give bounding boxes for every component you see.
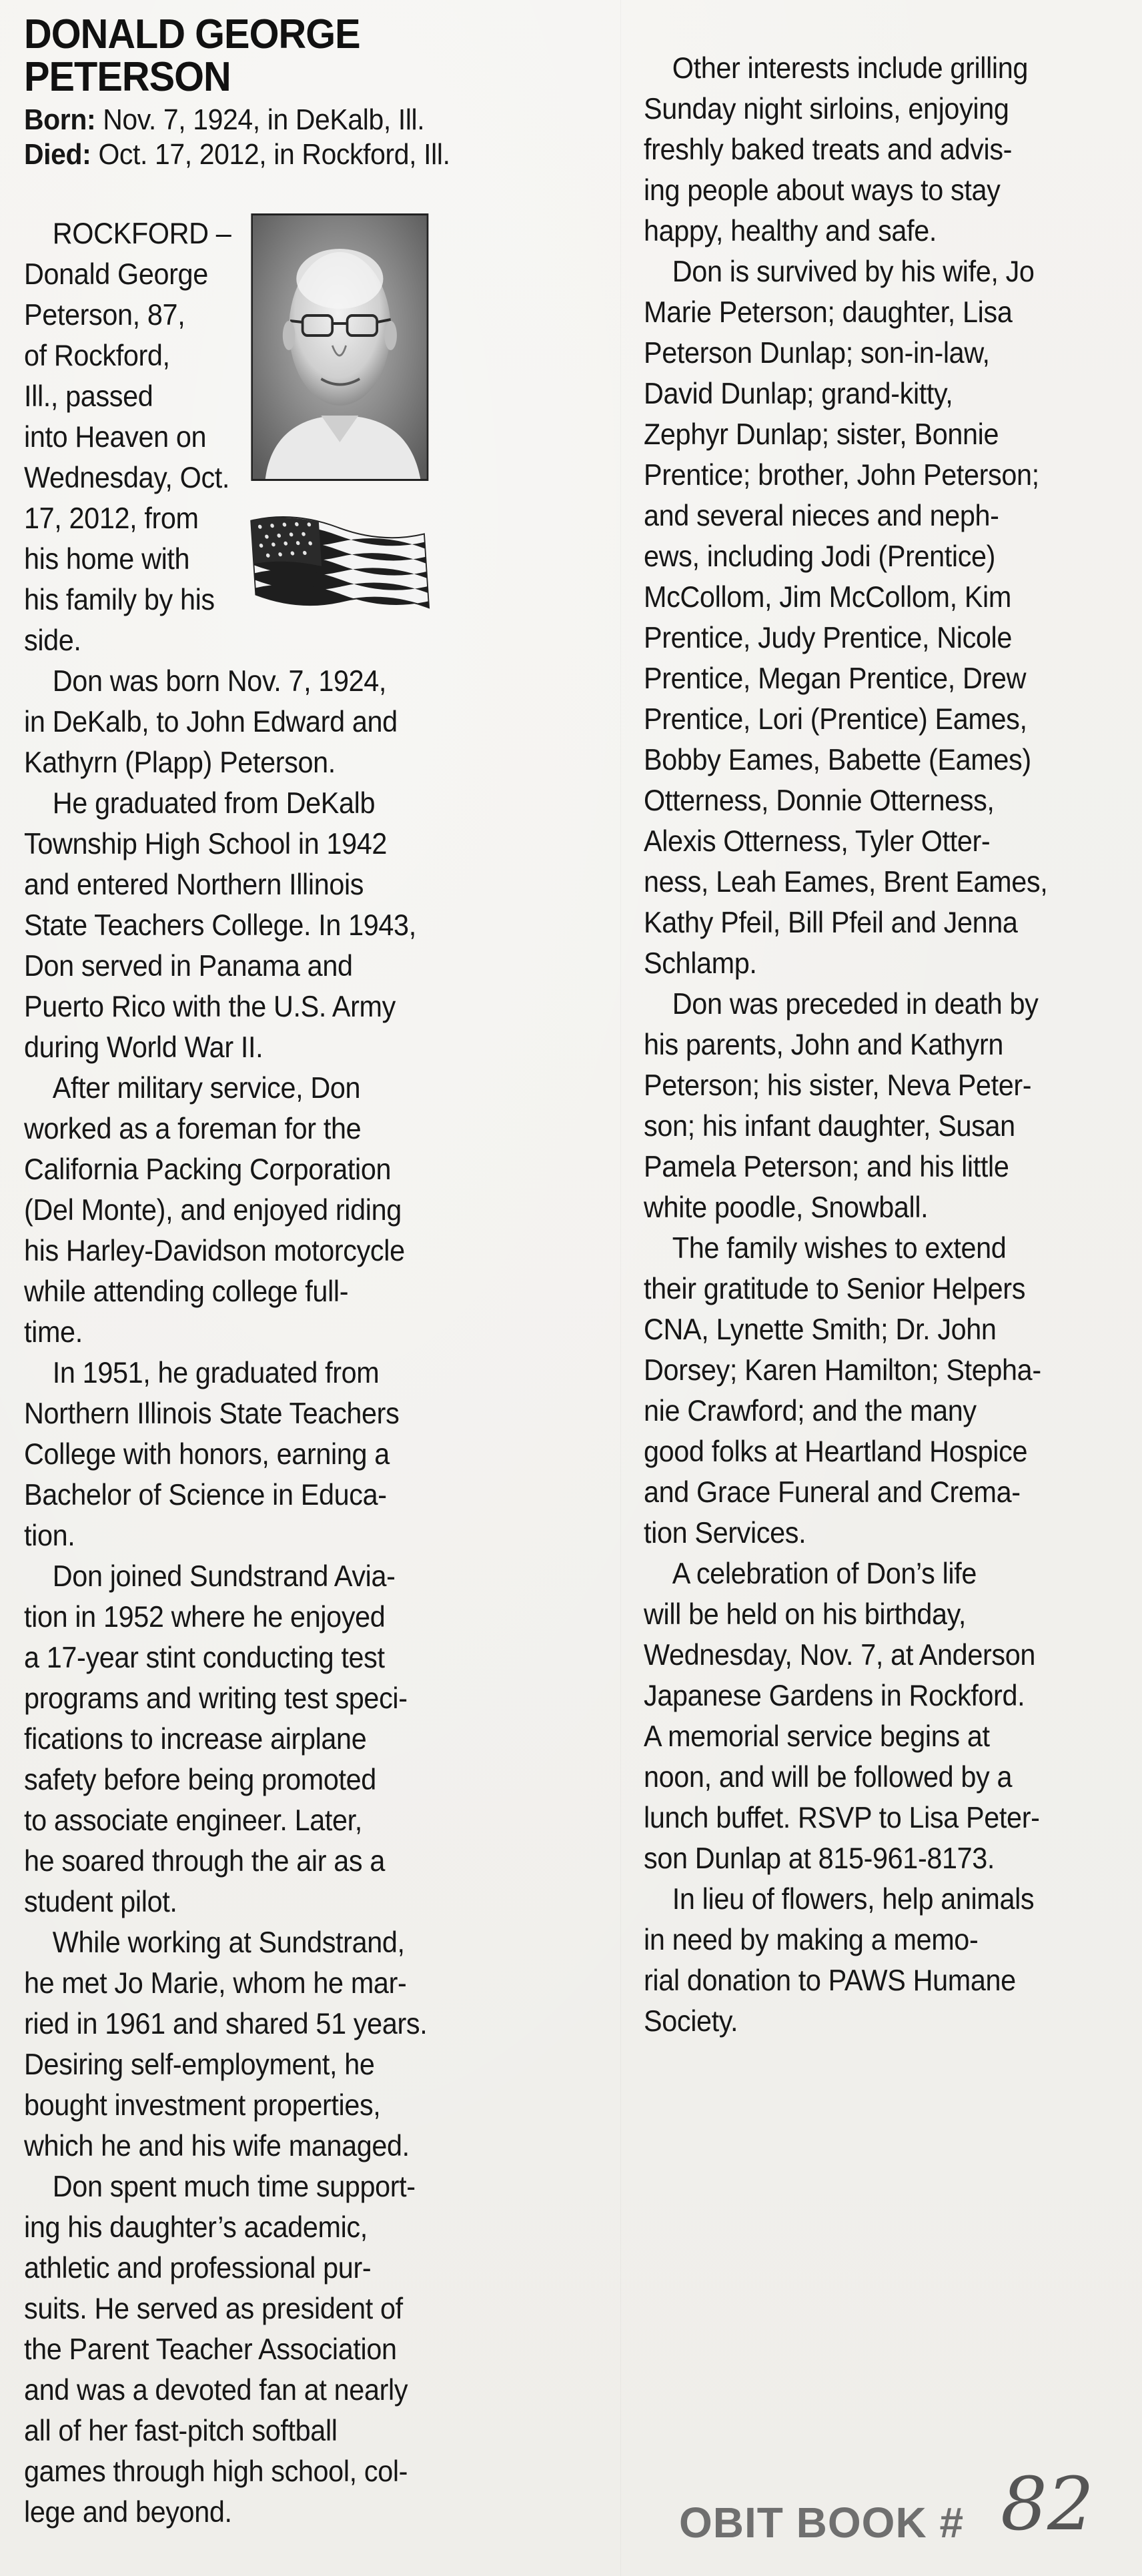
text-line: safety before being promoted	[24, 1764, 376, 1796]
text-line: A memorial service begins at	[644, 1720, 990, 1753]
text-line: After military service, Don	[52, 1072, 361, 1105]
text-line: student pilot.	[24, 1886, 177, 1918]
text-line: College with honors, earning a	[24, 1438, 390, 1471]
text-line: happy, healthy and safe.	[644, 215, 937, 247]
text-line: Prentice, Megan Prentice, Drew	[644, 662, 1027, 695]
text-line: noon, and will be followed by a	[644, 1761, 1013, 1794]
text-line: Don was preceded in death by	[672, 988, 1039, 1021]
lead-section	[24, 213, 462, 661]
text-line: while attending college full-	[24, 1275, 349, 1308]
text-line: rial donation to PAWS Humane	[644, 1964, 1016, 1997]
text-line: Wednesday, Nov. 7, at Anderson	[644, 1639, 1035, 1672]
text-line: Pamela Peterson; and his little	[644, 1151, 1009, 1183]
text-line: will be held on his birthday,	[644, 1598, 967, 1631]
portrait-photo	[251, 213, 428, 481]
lead-line: Donald George	[24, 258, 208, 291]
text-line: In 1951, he graduated from	[52, 1357, 380, 1389]
text-line: lege and beyond.	[24, 2496, 232, 2529]
paragraph	[644, 251, 1115, 984]
text-line: freshly baked treats and advis-	[644, 133, 1013, 166]
text-line: Peterson Dunlap; son-in-law,	[644, 337, 990, 370]
text-line: son Dunlap at 815-961-8173.	[644, 1842, 995, 1875]
born-label: Born:	[24, 103, 96, 136]
text-line: all of her fast-pitch softball	[24, 2415, 338, 2447]
text-line: ing his daughter’s academic,	[24, 2211, 368, 2244]
text-line: Alexis Otterness, Tyler Otter-	[644, 825, 991, 858]
born-line	[24, 103, 462, 137]
text-line: Zephyr Dunlap; sister, Bonnie	[644, 418, 999, 451]
paragraph	[24, 2166, 462, 2533]
left-body-text	[24, 661, 462, 2533]
text-line: and several nieces and neph-	[644, 500, 999, 532]
text-line: Don joined Sundstrand Avia-	[52, 1560, 396, 1593]
text-line: lunch buffet. RSVP to Lisa Peter-	[644, 1802, 1040, 1834]
american-flag-drawing	[247, 500, 434, 614]
lead-line: into Heaven on	[24, 421, 207, 454]
text-line: Prentice; brother, John Peterson;	[644, 459, 1039, 492]
text-line: Society.	[644, 2005, 738, 2038]
paragraph	[644, 1228, 1115, 1553]
text-line: in DeKalb, to John Edward and	[24, 706, 398, 738]
right-body-text	[644, 48, 1115, 2042]
text-line: ing people about ways to stay	[644, 174, 1001, 207]
text-line: son; his infant daughter, Susan	[644, 1110, 1015, 1143]
paragraph	[644, 1553, 1115, 1879]
left-column	[24, 13, 462, 2533]
text-line: Other interests include grilling	[672, 52, 1029, 85]
text-line: The family wishes to extend	[672, 1232, 1007, 1265]
text-line: Peterson; his sister, Neva Peter-	[644, 1069, 1032, 1102]
text-line: and entered Northern Illinois	[24, 868, 364, 901]
lead-line: Ill., passed	[24, 380, 153, 413]
text-line: tion in 1952 where he enjoyed	[24, 1601, 386, 1634]
text-line: his parents, John and Kathyrn	[644, 1029, 1004, 1061]
text-line: tion.	[24, 1519, 75, 1552]
text-line: programs and writing test speci-	[24, 1682, 408, 1715]
text-line: Otterness, Donnie Otterness,	[644, 784, 995, 817]
text-line: He graduated from DeKalb	[52, 787, 376, 820]
text-line: worked as a foreman for the	[24, 1113, 362, 1145]
text-line: ness, Leah Eames, Brent Eames,	[644, 866, 1048, 898]
text-line: to associate engineer. Later,	[24, 1804, 362, 1837]
text-line: CNA, Lynette Smith; Dr. John	[644, 1313, 997, 1346]
text-line: Don is survived by his wife, Jo	[672, 255, 1035, 288]
died-line	[24, 137, 462, 172]
obit-book-stamp: OBIT BOOK #	[679, 2499, 965, 2547]
text-line: he met Jo Marie, whom he mar-	[24, 1967, 407, 2000]
text-line: Kathy Pfeil, Bill Pfeil and Jenna	[644, 906, 1018, 939]
paragraph	[644, 984, 1115, 1228]
text-line: and Grace Funeral and Crema-	[644, 1476, 1021, 1509]
text-line: Don spent much time support-	[52, 2170, 416, 2203]
text-line: State Teachers College. In 1943,	[24, 909, 416, 942]
headline-line-1: DONALD GEORGE	[24, 11, 360, 57]
paragraph	[24, 1922, 462, 2166]
text-line: While working at Sundstrand,	[52, 1926, 405, 1959]
lead-line: 17, 2012, from	[24, 502, 199, 535]
headline-line-2: PETERSON	[24, 54, 231, 100]
died-value: Oct. 17, 2012, in Rockford, Ill.	[91, 138, 450, 171]
text-line: fications to increase airplane	[24, 1723, 367, 1756]
text-line: good folks at Heartland Hospice	[644, 1435, 1028, 1468]
text-line: Bachelor of Science in Educa-	[24, 1479, 387, 1511]
text-line: Township High School in 1942	[24, 828, 388, 860]
text-line: athletic and professional pur-	[24, 2252, 372, 2285]
text-line: Don was born Nov. 7, 1924,	[52, 665, 387, 698]
text-line: Kathyrn (Plapp) Peterson.	[24, 746, 336, 779]
text-line: Bobby Eames, Babette (Eames)	[644, 744, 1031, 776]
text-line: tion Services.	[644, 1517, 806, 1549]
text-line: bought investment properties,	[24, 2089, 381, 2122]
text-line: during World War II.	[24, 1031, 263, 1064]
text-line: suits. He served as president of	[24, 2293, 403, 2325]
text-line: Don served in Panama and	[24, 950, 353, 983]
text-line: Japanese Gardens in Rockford.	[644, 1680, 1025, 1712]
text-line: Sunday night sirloins, enjoying	[644, 93, 1009, 125]
text-line: Marie Peterson; daughter, Lisa	[644, 296, 1013, 329]
paragraph	[24, 1068, 462, 1353]
text-line: white poodle, Snowball.	[644, 1191, 929, 1224]
text-line: nie Crawford; and the many	[644, 1395, 977, 1427]
right-column	[644, 48, 1115, 2042]
paragraph	[644, 48, 1115, 251]
lead-line: his home with	[24, 543, 190, 576]
column-gutter	[620, 0, 621, 2576]
paragraph	[24, 1556, 462, 1922]
born-value: Nov. 7, 1924, in DeKalb, Ill.	[95, 103, 425, 136]
lead-line: Wednesday, Oct.	[24, 462, 230, 494]
paragraph	[24, 661, 462, 783]
obit-book-number: 82	[1001, 2461, 1094, 2547]
text-line: David Dunlap; grand-kitty,	[644, 378, 953, 410]
obituary-headline	[24, 13, 462, 99]
text-line: Schlamp.	[644, 947, 757, 980]
lead-line: ROCKFORD –	[52, 217, 231, 250]
text-line: Prentice, Judy Prentice, Nicole	[644, 622, 1013, 654]
text-line: Puerto Rico with the U.S. Army	[24, 991, 396, 1023]
text-line: Dorsey; Karen Hamilton; Stepha-	[644, 1354, 1041, 1387]
text-line: In lieu of flowers, help animals	[672, 1883, 1035, 1916]
text-line: their gratitude to Senior Helpers	[644, 1273, 1026, 1305]
text-line: and was a devoted fan at nearly	[24, 2374, 408, 2407]
text-line: (Del Monte), and enjoyed riding	[24, 1194, 402, 1227]
text-line: games through high school, col-	[24, 2455, 408, 2488]
text-line: Desiring self-employment, he	[24, 2048, 375, 2081]
lead-line: of Rockford,	[24, 340, 170, 372]
text-line: ried in 1961 and shared 51 years.	[24, 2008, 428, 2040]
lead-line: side.	[24, 624, 81, 657]
paragraph	[24, 1353, 462, 1556]
text-line: California Packing Corporation	[24, 1153, 392, 1186]
text-line: which he and his wife managed.	[24, 2130, 410, 2162]
text-line: McCollom, Jim McCollom, Kim	[644, 581, 1011, 614]
text-line: he soared through the air as a	[24, 1845, 386, 1878]
text-line: A celebration of Don’s life	[672, 1557, 977, 1590]
text-line: a 17-year stint conducting test	[24, 1642, 385, 1674]
paragraph	[24, 783, 462, 1068]
text-line: in need by making a memo-	[644, 1924, 979, 1956]
text-line: Northern Illinois State Teachers	[24, 1397, 400, 1430]
text-line: Prentice, Lori (Prentice) Eames,	[644, 703, 1027, 736]
lead-line: his family by his	[24, 584, 215, 616]
died-label: Died:	[24, 138, 91, 171]
paragraph	[644, 1879, 1115, 2042]
lead-paragraph	[24, 213, 241, 661]
lead-line: Peterson, 87,	[24, 299, 185, 332]
text-line: his Harley-Davidson motorcycle	[24, 1235, 405, 1267]
text-line: time.	[24, 1316, 83, 1349]
text-line: the Parent Teacher Association	[24, 2333, 397, 2366]
portrait-photo-drawing	[253, 215, 426, 479]
text-line: ews, including Jodi (Prentice)	[644, 540, 996, 573]
american-flag-icon	[247, 500, 434, 614]
